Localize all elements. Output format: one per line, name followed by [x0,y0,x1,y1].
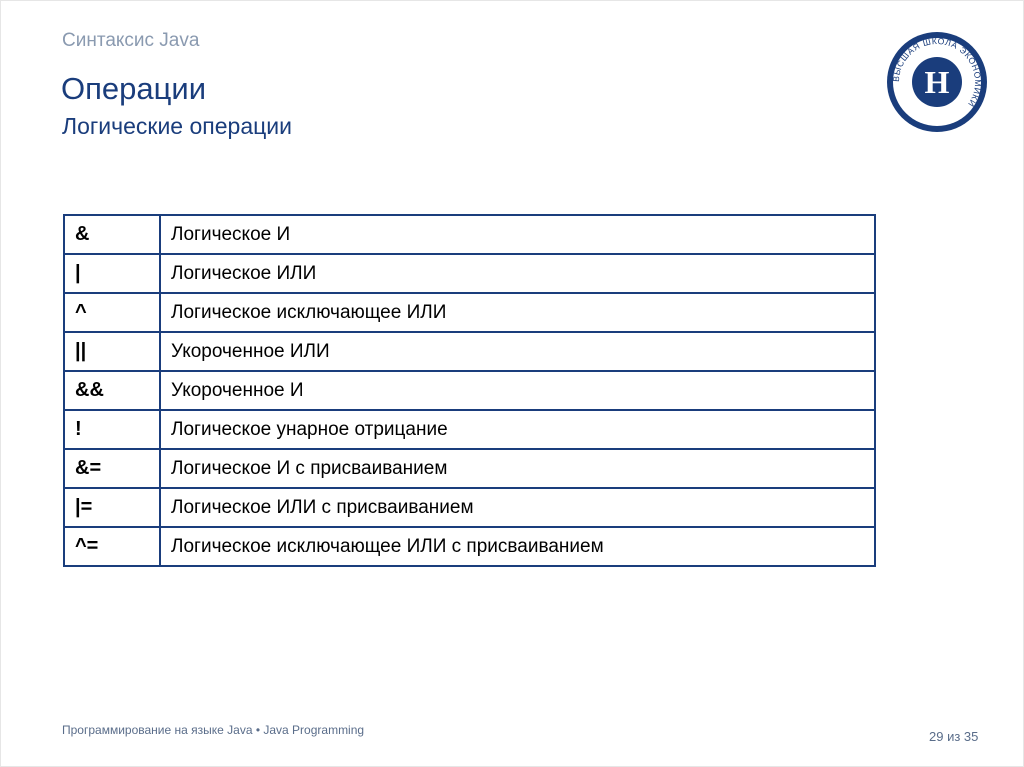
description-cell: Укороченное И [160,371,875,410]
table-row [64,449,875,488]
description-cell: Логическое ИЛИ с присваиванием [160,488,875,527]
operator-cell: & [64,215,160,254]
footer-course: Программирование на языке Java • Java Programming [62,723,365,737]
slide-subtitle: Логические операции [62,113,292,139]
table-row [64,332,875,371]
description-cell: Логическое ИЛИ [160,254,875,293]
logo-ring-text: ВЫСШАЯ ШКОЛА ЭКОНОМИКИ [890,35,984,109]
table-row [64,488,875,527]
section-label: Синтаксис Java [62,30,200,51]
table-row [64,527,875,566]
operator-cell: | [64,254,160,293]
description-cell: Логическое унарное отрицание [160,410,875,449]
page-number: 29 из 35 [929,729,979,744]
table-row [64,293,875,332]
slide-title: Операции [61,71,207,106]
operator-cell: ! [64,410,160,449]
description-cell: Логическое исключающее ИЛИ с присваиванием [160,527,875,566]
description-cell: Логическое исключающее ИЛИ [160,293,875,332]
description-cell: Логическое И [160,215,875,254]
operator-cell: && [64,371,160,410]
description-cell: Логическое И с присваиванием [160,449,875,488]
operator-cell: &= [64,449,160,488]
table-row [64,215,875,254]
operations-table [63,214,876,567]
table-row [64,371,875,410]
hse-logo-icon [885,30,989,134]
operator-cell: || [64,332,160,371]
logo-monogram: Н [924,64,950,100]
operator-cell: ^= [64,527,160,566]
description-cell: Укороченное ИЛИ [160,332,875,371]
table-row [64,410,875,449]
operator-cell: |= [64,488,160,527]
table-row [64,254,875,293]
operator-cell: ^ [64,293,160,332]
